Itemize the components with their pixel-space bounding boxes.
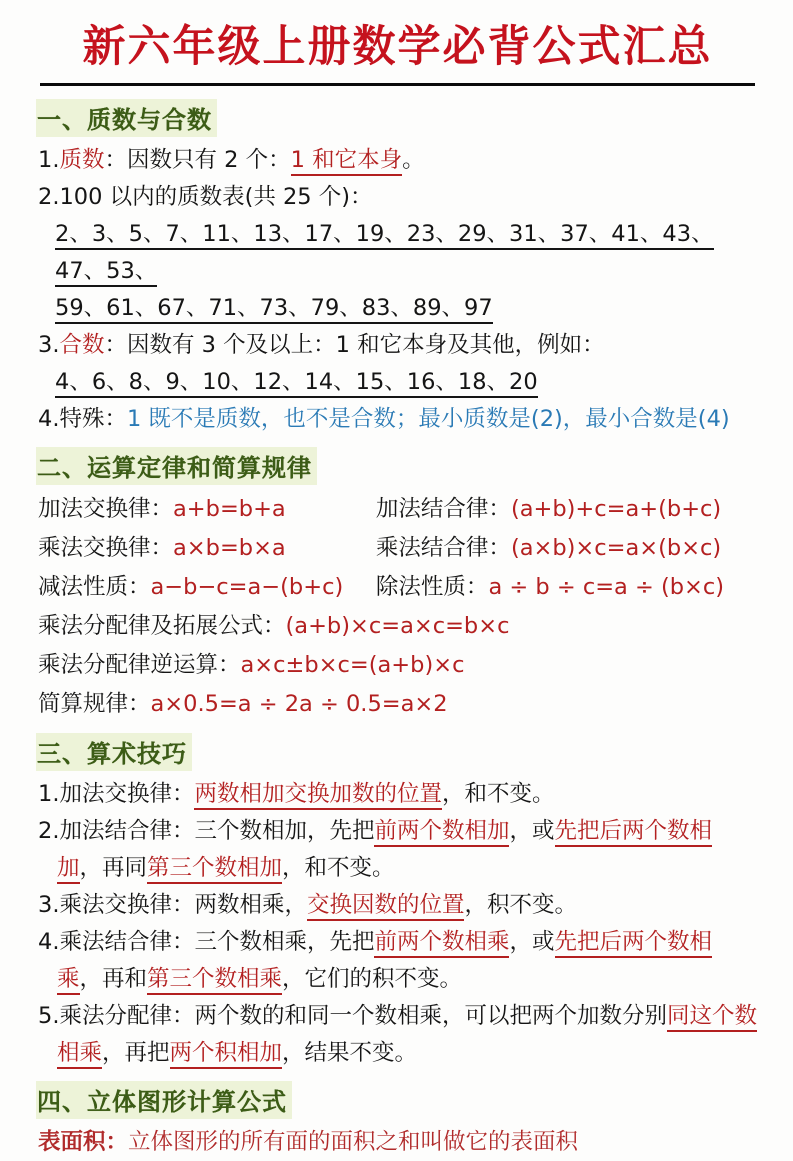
composite-definition-line: 3.合数：因数有 3 个及以上：1 和它本身及其他，例如：	[38, 331, 605, 358]
formula-cell	[376, 568, 757, 607]
formula-label: 减法性质：	[38, 573, 151, 600]
formula-text: a ÷ b ÷ c=a ÷ (b×c)	[488, 573, 725, 600]
rule-item-2: 2.加法结合律：三个数相加，先把前两个数相加，或先把后两个数相加，再同第三个数相加，和不变。	[38, 813, 757, 887]
special-note-line	[38, 401, 757, 438]
keyword-composite: 合数	[59, 331, 105, 358]
underlined-phrase: 第三个数相加	[147, 855, 282, 884]
section-2-heading: 二、运算定律和简算规律	[36, 447, 317, 485]
underlined-composites: 4、6、8、9、10、12、14、15、16、18、20	[55, 369, 538, 398]
rule-item-4: 4.乘法结合律：三个数相乘，先把前两个数相乘，或先把后两个数相乘，再和第三个数相乘，它们的积不变。	[38, 924, 757, 998]
keyword-prime: 质数	[59, 146, 105, 173]
underlined-phrase: 两数相加交换加数的位置	[194, 781, 442, 810]
section-3-heading: 三、算术技巧	[36, 733, 192, 771]
formula-text: (a+b)×c=a×c=b×c	[285, 612, 510, 639]
item-number: 1.	[38, 146, 60, 173]
underlined-phrase: 前两个数相乘	[374, 929, 509, 958]
formula-label: 除法性质：	[375, 573, 489, 600]
formula-text: (a×b)×c=a×(b×c)	[510, 534, 722, 561]
formula-cell	[38, 529, 376, 568]
underlined-phrase: 前两个数相加	[374, 818, 509, 847]
underlined-phrase: 同这个数相乘	[57, 1003, 757, 1069]
formula-text: (a+b)+c=a+(b+c)	[510, 495, 722, 522]
formula-text: a×b=b×a	[173, 534, 286, 561]
formula-cell	[376, 490, 757, 529]
prime-list-line-2	[38, 290, 757, 327]
item-number: 3.	[38, 331, 60, 358]
surface-area-definition	[38, 1124, 757, 1161]
section-1-heading: 一、质数与合数	[36, 99, 217, 137]
section-4-heading: 四、立体图形计算公式	[36, 1081, 292, 1119]
underlined-primes: 59、61、67、71、73、79、83、89、97	[55, 295, 493, 324]
underlined-phrase: 1 和它本身	[291, 147, 402, 176]
special-label: 4.特殊：	[38, 405, 127, 432]
underlined-phrase: 先把后两个数相加	[57, 818, 712, 884]
composite-list-line	[38, 364, 757, 401]
underlined-phrase: 两个积相加	[170, 1040, 283, 1069]
formula-text: a+b=b+a	[173, 495, 286, 522]
rule-item-1: 1.加法交换律：两数相加交换加数的位置，和不变。	[38, 776, 757, 813]
formula-row-wide	[38, 685, 757, 724]
formula-text: a×0.5=a ÷ 2a ÷ 0.5=a×2	[150, 690, 448, 717]
formula-row	[38, 568, 757, 607]
prime-table-intro-line: 2.100 以内的质数表(共 25 个)：	[38, 183, 373, 210]
special-note-blue: 1 既不是质数，也不是合数；最小质数是(2)，最小合数是(4)	[126, 405, 730, 432]
underlined-phrase: 交换因数的位置	[307, 892, 465, 921]
underlined-primes: 2、3、5、7、11、13、17、19、23、29、31、37、41、43、47、53、	[55, 221, 714, 287]
formula-label: 乘法分配律逆运算：	[38, 651, 241, 678]
formula-cell	[376, 529, 757, 568]
title-divider	[40, 83, 755, 86]
formula-label: 加法结合律：	[375, 495, 511, 522]
formula-label: 乘法交换律：	[38, 534, 174, 561]
formula-label: 简算规律：	[38, 690, 151, 717]
formula-cell	[38, 568, 376, 607]
formula-text: a×c±b×c=(a+b)×c	[240, 651, 465, 678]
rule-item-5: 5.乘法分配律：两个数的和同一个数相乘，可以把两个加数分别同这个数相乘，再把两个积相加，结果不变。	[38, 998, 757, 1072]
formula-text: a−b−c=a−(b+c)	[150, 573, 344, 600]
prime-definition-line: 1.质数：因数只有 2 个：1 和它本身。	[38, 142, 757, 179]
formula-row-wide	[38, 607, 757, 646]
surface-area-label: 表面积：	[38, 1128, 129, 1155]
surface-area-text: 立体图形的所有面的面积之和叫做它的表面积	[128, 1128, 579, 1155]
formula-cell	[38, 490, 376, 529]
underlined-phrase: 第三个数相乘	[147, 966, 282, 995]
formula-row-wide	[38, 646, 757, 685]
page-title: 新六年级上册数学必背公式汇总	[82, 22, 713, 72]
prime-list-line-1	[38, 216, 757, 290]
rule-item-3: 3.乘法交换律：两数相乘，交换因数的位置，积不变。	[38, 887, 757, 924]
formula-label: 加法交换律：	[38, 495, 174, 522]
formula-row	[38, 490, 757, 529]
formula-label: 乘法结合律：	[375, 534, 511, 561]
formula-label: 乘法分配律及拓展公式：	[38, 612, 286, 639]
formula-row	[38, 529, 757, 568]
underlined-phrase: 先把后两个数相乘	[57, 929, 712, 995]
